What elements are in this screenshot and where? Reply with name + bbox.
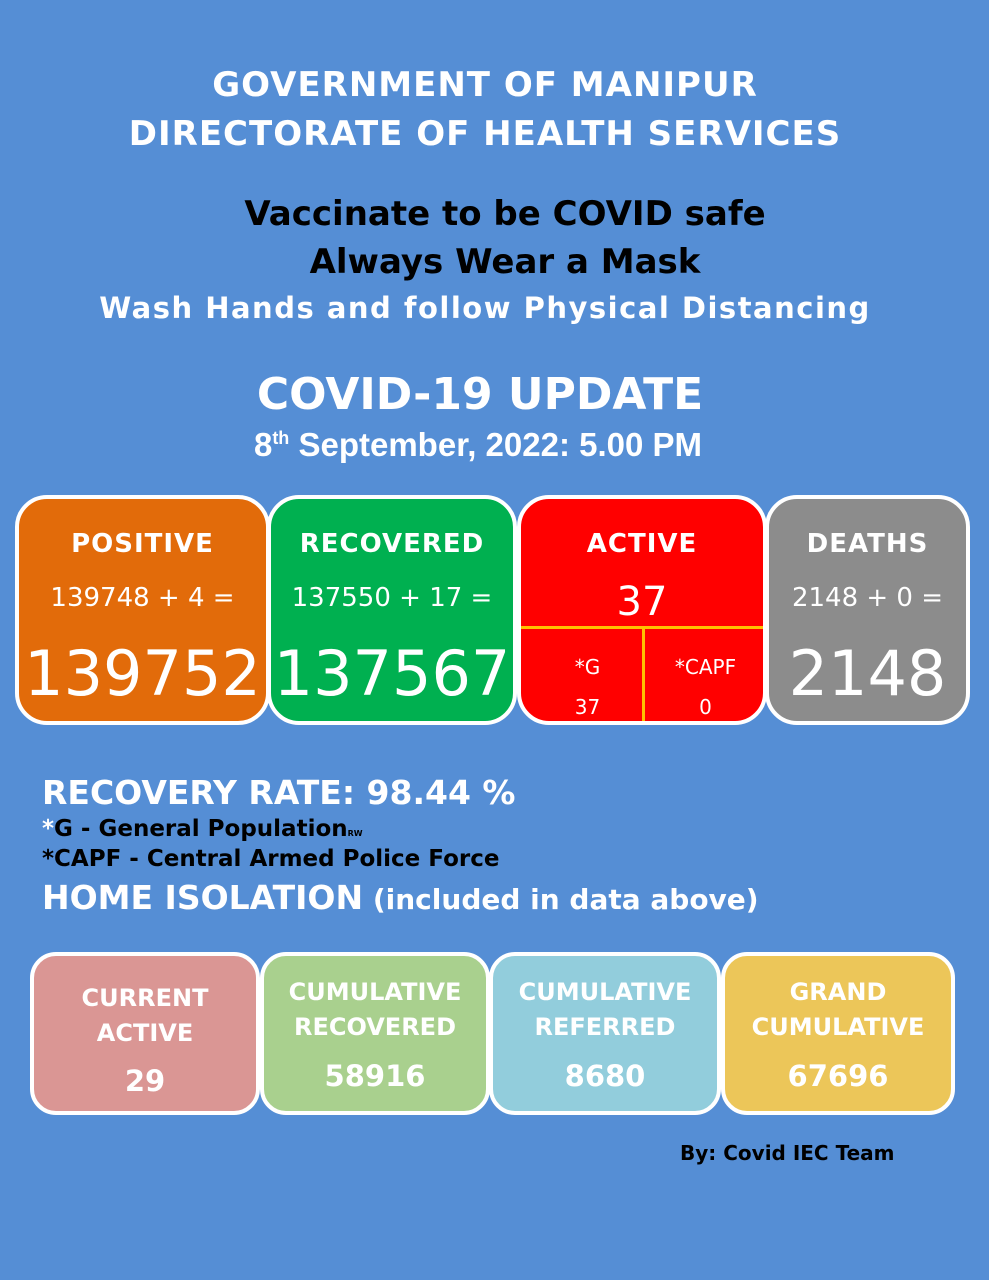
note-g-star: * — [42, 816, 55, 842]
cumulative-referred-line2: REFERRED — [534, 1013, 676, 1041]
active-card — [517, 495, 767, 725]
note-general-population — [42, 816, 363, 842]
grand-cumulative-card — [721, 952, 955, 1115]
cumulative-recovered-value: 58916 — [324, 1059, 426, 1093]
home-isolation-title: HOME ISOLATION — [42, 878, 364, 917]
note-g-text: G - General Population — [54, 816, 348, 842]
grand-cumulative-value: 67696 — [787, 1059, 889, 1093]
positive-total: 139752 — [24, 637, 261, 710]
cumulative-recovered-line2: RECOVERED — [293, 1013, 456, 1041]
current-active-value: 29 — [124, 1064, 166, 1098]
active-g-label: *G — [574, 655, 601, 679]
positive-formula: 139748 + 4 = — [50, 583, 235, 613]
update-day: 8 — [253, 426, 273, 463]
current-active-line1: CURRENT — [81, 984, 209, 1012]
update-date-rest: September, 2022: 5.00 PM — [289, 426, 703, 463]
recovered-label: RECOVERED — [299, 529, 485, 559]
positive-card — [15, 495, 270, 725]
cumulative-referred-value: 8680 — [564, 1059, 646, 1093]
deaths-total: 2148 — [788, 637, 947, 710]
home-isolation-note: (included in data above) — [363, 883, 759, 916]
header-directorate: DIRECTORATE OF HEALTH SERVICES — [128, 114, 842, 154]
current-active-line2: ACTIVE — [96, 1019, 194, 1047]
update-date — [0, 426, 956, 464]
note-capf — [42, 846, 499, 872]
recovery-rate: RECOVERY RATE: 98.44 % — [42, 773, 516, 812]
header-government: GOVERNMENT OF MANIPUR — [212, 65, 758, 105]
cumulative-referred-line1: CUMULATIVE — [518, 978, 692, 1006]
recovered-total: 137567 — [273, 637, 511, 710]
update-day-suffix: th — [272, 428, 290, 448]
slogan-vaccinate: Vaccinate to be COVID safe — [244, 194, 766, 234]
grand-cumulative-line1: GRAND — [789, 978, 887, 1006]
cumulative-recovered-line1: CUMULATIVE — [288, 978, 462, 1006]
slogan-mask: Always Wear a Mask — [309, 242, 701, 282]
home-isolation-heading — [42, 878, 759, 917]
active-label: ACTIVE — [586, 529, 698, 559]
recovered-formula: 137550 + 17 = — [291, 583, 493, 613]
note-capf-text: CAPF - Central Armed Police Force — [54, 846, 500, 872]
update-title: COVID-19 UPDATE — [256, 369, 704, 420]
positive-label: POSITIVE — [71, 529, 214, 559]
current-active-card — [30, 952, 260, 1115]
slogan-wash-hands: Wash Hands and follow Physical Distancing — [99, 291, 871, 325]
cumulative-recovered-card — [260, 952, 490, 1115]
cumulative-referred-card — [489, 952, 721, 1115]
active-capf-value: 0 — [699, 695, 712, 719]
grand-cumulative-line2: CUMULATIVE — [751, 1013, 925, 1041]
deaths-card — [765, 495, 970, 725]
active-capf-label: *CAPF — [674, 655, 737, 679]
note-capf-star: * — [42, 846, 55, 872]
active-total: 37 — [616, 579, 668, 625]
deaths-label: DEATHS — [806, 529, 929, 559]
active-g-value: 37 — [574, 695, 601, 719]
recovered-card — [267, 495, 517, 725]
deaths-formula: 2148 + 0 = — [791, 583, 944, 613]
note-g-tiny: RW — [347, 829, 363, 838]
credit: By: Covid IEC Team — [680, 1141, 895, 1165]
